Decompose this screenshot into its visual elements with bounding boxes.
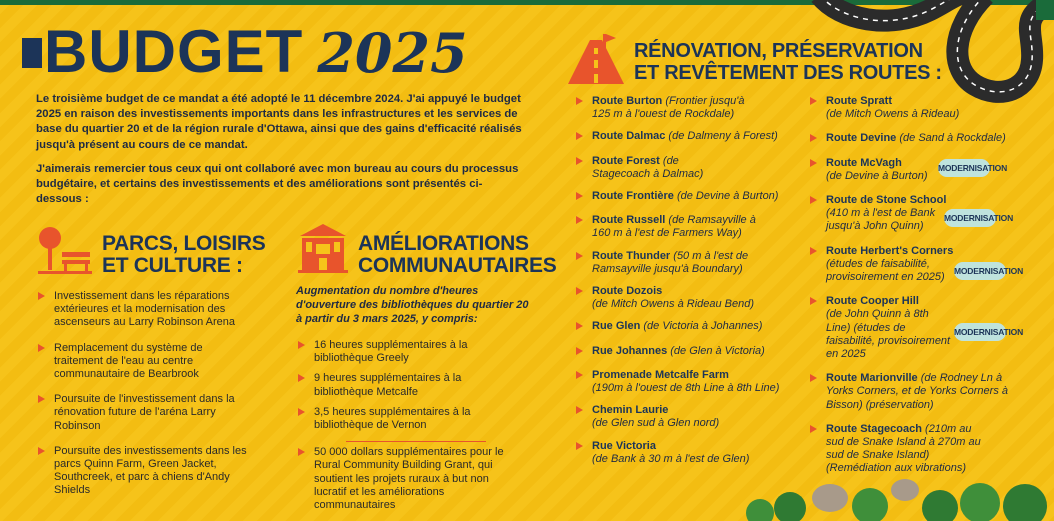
road-detail: (de Glen à Victoria): [670, 344, 765, 357]
intro-paragraph: Le troisième budget de ce mandat a été adopté le 11 décembre 2024. J'ai appuyé le budget 2025 en raison des investissements importants dans les infrastructures et les services de base du quartier 20 et de la région rurale d'Ottawa, ainsi que des gains d'efficacité réalisés jusqu'à présent au cours de ce mandat.: [36, 93, 522, 151]
section-title-line: COMMUNAUTAIRES: [358, 254, 557, 277]
list-item-text: 9 heures supplémentaires à la bibliothèque Metcalfe: [314, 372, 462, 398]
road-detail: (190m à l'ouest de 8th Line à 8th Line): [592, 382, 780, 395]
road-detail: (de Sand à Rockdale): [899, 132, 1006, 145]
road-icon: [568, 34, 624, 84]
bushes-illustration: [740, 468, 1054, 521]
road-detail: (de Devine à Burton): [826, 169, 928, 182]
list-item: [576, 285, 782, 311]
road-name: Route Stagecoach: [826, 422, 922, 435]
list-item-text: Poursuite des investissements dans les parcs Quinn Farm, Green Jacket, Southcreek, et parc à chiens d'Andy Shields: [54, 444, 247, 497]
road-detail: (de Mitch Owens à Rideau): [826, 108, 960, 121]
list-item: [576, 190, 782, 203]
list-item: [576, 250, 782, 276]
section-title-parcs: [102, 233, 265, 277]
list-item: [38, 290, 264, 330]
park-icon: [36, 222, 94, 274]
list-item: [576, 95, 782, 121]
intro-text: [36, 92, 528, 216]
modernisation-badge: MODERNISATION: [938, 159, 990, 177]
routes-list-left: [576, 95, 782, 466]
road-name: Route Thunder: [592, 249, 671, 262]
list-item-text: Poursuite de l'investissement dans la rénovation future de l'aréna Larry Robinson: [54, 393, 235, 432]
list-item: [38, 445, 264, 498]
list-item: [810, 423, 1020, 476]
road-detail: (50 m à l'est de Ramsayville jusqu'à Boundary): [592, 249, 749, 275]
road-name: Route Devine: [826, 132, 897, 145]
road-name: Route de Stone School: [826, 194, 947, 207]
road-name: Rue Victoria: [592, 439, 656, 452]
road-detail: (de Devine à Burton): [676, 190, 779, 203]
list-item: [810, 372, 1020, 412]
road-detail: (de Bank à 30 m à l'est de Glen): [592, 452, 750, 465]
list-item: [38, 393, 264, 433]
section-title-line: RÉNOVATION, PRÉSERVATION: [634, 40, 923, 62]
road-detail: (de John Quinn à 8th Line) (études de faisabilité, provisoirement en 2025: [826, 308, 951, 361]
list-item: [576, 320, 782, 333]
intro-paragraph: J'aimerais remercier tous ceux qui ont collaboré avec mon bureau au cours du processus budgétaire, et certains des investissements et des améliorations sont présentés ci-dessous :: [36, 162, 519, 206]
road-detail: (Frontier jusqu'à 125 m à l'ouest de Rockdale): [592, 95, 745, 121]
section-title-routes: [634, 40, 942, 84]
road-name: Route Forest: [592, 154, 660, 167]
title-accent: [22, 38, 42, 68]
list-item: [298, 406, 518, 432]
road-name: Rue Glen: [592, 320, 641, 333]
title-year: 2025: [317, 21, 468, 85]
road-detail: (de Victoria à Johannes): [643, 320, 763, 333]
list-item: [576, 369, 782, 395]
road-name: Route Spratt: [826, 95, 892, 107]
road-name: Chemin Laurie: [592, 404, 669, 417]
road-detail: (210m au sud de Snake Island à 270m au sud de Snake Island) (Remédiation aux vibrations): [826, 422, 981, 475]
list-item-text: 16 heures supplémentaires à la bibliothèque Greely: [314, 339, 468, 365]
list-item: [810, 132, 1020, 145]
road-detail: (de Stagecoach à Dalmac): [592, 154, 704, 180]
road-name: Route Cooper Hill: [826, 295, 919, 308]
list-item-text: 3,5 heures supplémentaires à la bibliothèque de Vernon: [314, 405, 471, 432]
list-item: [576, 130, 782, 143]
list-item: [298, 446, 518, 512]
list-item-text: Investissement dans les réparations extérieures et la modernisation des ascenseurs au Larry Robinson Arena: [54, 290, 235, 329]
road-name: Rue Johannes: [592, 344, 668, 357]
list-item: [298, 339, 518, 365]
list-item: [298, 372, 518, 398]
road-name: Route Russell: [592, 214, 666, 227]
road-detail: (de Dalmeny à Forest): [668, 130, 778, 143]
modernisation-badge: MODERNISATION: [954, 323, 1006, 341]
road-name: Route Dozois: [592, 285, 663, 298]
section-title-line: PARCS, LOISIRS: [102, 232, 266, 255]
list-item: [38, 342, 264, 382]
list-item-text: 50 000 dollars supplémentaires pour le Rural Community Building Grant, qui soutient les projets ruraux à but non lucratif et les améliorations communautaires: [314, 446, 504, 512]
section-title-line: ET CULTURE :: [102, 254, 243, 277]
modernisation-badge: MODERNISATION: [954, 262, 1006, 280]
road-name: Route Dalmac: [592, 130, 666, 143]
road-detail: (de Rodney Ln à Yorks Corners, et de Yorks Corners à Bisson) (préservation): [826, 372, 1008, 411]
section-title-line: ET REVÊTEMENT DES ROUTES :: [634, 62, 942, 84]
road-name: Route Frontière: [592, 190, 674, 203]
page-title: [44, 14, 468, 90]
title-main: BUDGET: [44, 18, 304, 85]
library-icon: [296, 222, 350, 274]
section-title-amelio: [358, 233, 556, 277]
list-item: [810, 95, 1020, 121]
modernisation-badge: MODERNISATION: [944, 209, 996, 227]
road-detail: (410 m à l'est de Bank jusqu'à John Quinn): [826, 207, 936, 233]
road-detail: (études de faisabilité, provisoirement en 2025): [826, 257, 945, 284]
parcs-list: [38, 290, 264, 498]
section-title-line: AMÉLIORATIONS: [358, 232, 529, 255]
routes-list-right: [810, 95, 1020, 476]
road-name: Route Herbert's Corners: [826, 244, 954, 257]
road-name: Route McVagh: [826, 156, 902, 169]
list-item: [576, 214, 782, 240]
list-item: [576, 155, 782, 181]
road-name: Promenade Metcalfe Farm: [592, 368, 729, 381]
road-detail: (de Mitch Owens à Rideau Bend): [592, 298, 755, 311]
road-detail: (de Glen sud à Glen nord): [592, 417, 720, 430]
list-item: [576, 345, 782, 358]
list-item: [576, 404, 782, 430]
library-note: Augmentation du nombre d'heures d'ouverture des bibliothèques du quartier 20 à partir du 3 mars 2025, y compris:: [296, 285, 529, 325]
road-name: Route Burton: [592, 95, 663, 107]
list-item: [576, 440, 782, 466]
list-item-text: Remplacement du système de traitement de l'eau au centre communautaire de Bearbrook: [54, 341, 203, 381]
divider: [346, 441, 486, 442]
road-name: Route Marionville: [826, 372, 918, 385]
amelio-list: [298, 339, 518, 512]
road-detail: (de Ramsayville à 160 m à l'est de Farmers Way): [592, 214, 756, 240]
